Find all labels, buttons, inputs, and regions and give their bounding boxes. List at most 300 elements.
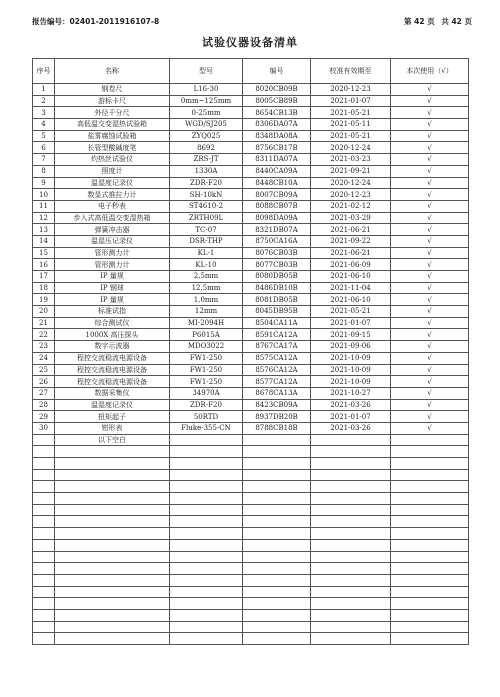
empty-cell: [170, 493, 243, 505]
cell-model: 0-25mm: [170, 107, 243, 119]
cell-model: SH-10kN: [170, 189, 243, 201]
empty-cell: [170, 469, 243, 481]
cell-model: 34970A: [170, 387, 243, 399]
cell-number: 8348DA08A: [243, 130, 311, 142]
cell-name: 电子秒表: [55, 200, 170, 212]
cell-number: 8937DB20B: [243, 411, 311, 423]
cell-model: FW1-250: [170, 376, 243, 388]
cell-seq: 4: [33, 119, 55, 131]
empty-cell: [170, 598, 243, 610]
cell-seq: 9: [33, 177, 55, 189]
cell-expiry: 2021-06-21: [311, 247, 391, 259]
cell-expiry: 2021-10-27: [311, 387, 391, 399]
cell-seq: 7: [33, 154, 55, 166]
cell-expiry: 2021-06-21: [311, 224, 391, 236]
table-row: [33, 364, 469, 376]
cell-use: √: [391, 376, 469, 388]
empty-cell: [55, 633, 170, 645]
empty-cell: [311, 539, 391, 551]
empty-cell: [170, 621, 243, 633]
cell-use: [391, 434, 469, 446]
empty-cell: [311, 516, 391, 528]
empty-cell: [311, 481, 391, 493]
cell-model: Fluke-355-CN: [170, 422, 243, 434]
empty-cell: [311, 609, 391, 621]
cell-seq: 16: [33, 259, 55, 271]
cell-use: √: [391, 259, 469, 271]
empty-cell: [311, 551, 391, 563]
cell-seq: 1: [33, 84, 55, 96]
cell-use: √: [391, 399, 469, 411]
cell-name: 游标卡尺: [55, 95, 170, 107]
empty-cell: [391, 469, 469, 481]
cell-model: L16-30: [170, 84, 243, 96]
cell-number: 8306DA07A: [243, 119, 311, 131]
table-header-row: [33, 59, 469, 84]
empty-cell: [391, 446, 469, 458]
table-row: [33, 200, 469, 212]
cell-use: √: [391, 411, 469, 423]
cell-number: 8088CB07B: [243, 200, 311, 212]
cell-number: 8311DA07A: [243, 154, 311, 166]
empty-cell: [391, 504, 469, 516]
empty-cell: [170, 446, 243, 458]
cell-use: √: [391, 177, 469, 189]
cell-number: 8576CA12A: [243, 364, 311, 376]
cell-expiry: 2021-03-26: [311, 399, 391, 411]
cell-seq: 24: [33, 352, 55, 364]
cell-name: 以下空白: [55, 434, 170, 446]
empty-cell: [170, 633, 243, 645]
table-row: [33, 95, 469, 107]
cell-seq: 20: [33, 306, 55, 318]
cell-model: KL-10: [170, 259, 243, 271]
cell-model: 1330A: [170, 165, 243, 177]
cell-number: 8504CA11A: [243, 317, 311, 329]
empty-cell: [243, 586, 311, 598]
cell-name: 标准试指: [55, 306, 170, 318]
column-header-name: 名称: [55, 59, 170, 84]
empty-cell: [391, 563, 469, 575]
page-total: 共 42 页: [441, 16, 472, 26]
column-header-seq: 序号: [33, 59, 55, 84]
empty-cell: [33, 551, 55, 563]
cell-expiry: 2021-05-11: [311, 119, 391, 131]
column-header-use: 本次使用（√）: [391, 59, 469, 84]
cell-number: 8081DB05B: [243, 294, 311, 306]
empty-cell: [170, 516, 243, 528]
empty-cell: [243, 458, 311, 470]
cell-expiry: [311, 434, 391, 446]
page-indicator: [400, 16, 472, 27]
cell-expiry: 2021-11-04: [311, 282, 391, 294]
cell-seq: 30: [33, 422, 55, 434]
cell-model: 8692: [170, 142, 243, 154]
equipment-table: [32, 58, 469, 645]
cell-name: 灼热丝试验仪: [55, 154, 170, 166]
empty-row: [33, 493, 469, 505]
empty-row: [33, 539, 469, 551]
empty-cell: [55, 621, 170, 633]
empty-cell: [243, 574, 311, 586]
cell-use: √: [391, 235, 469, 247]
table-row: [33, 119, 469, 131]
cell-seq: 17: [33, 271, 55, 283]
empty-cell: [33, 633, 55, 645]
empty-cell: [243, 563, 311, 575]
cell-name: 程控交流稳流电源设备: [55, 376, 170, 388]
cell-seq: 22: [33, 329, 55, 341]
empty-cell: [311, 469, 391, 481]
cell-name: IP 量规: [55, 271, 170, 283]
empty-cell: [243, 493, 311, 505]
empty-cell: [33, 504, 55, 516]
cell-seq: 25: [33, 364, 55, 376]
empty-cell: [311, 586, 391, 598]
cell-number: 8423CB09A: [243, 399, 311, 411]
cell-number: 8440CA09A: [243, 165, 311, 177]
cell-use: √: [391, 95, 469, 107]
cell-expiry: 2021-10-09: [311, 376, 391, 388]
cell-use: √: [391, 247, 469, 259]
empty-cell: [55, 598, 170, 610]
empty-cell: [391, 586, 469, 598]
empty-cell: [33, 539, 55, 551]
empty-cell: [243, 598, 311, 610]
cell-name: 长管型酸碱度笔: [55, 142, 170, 154]
empty-cell: [55, 446, 170, 458]
empty-cell: [391, 528, 469, 540]
cell-number: 8767CA17A: [243, 341, 311, 353]
empty-cell: [33, 598, 55, 610]
cell-expiry: 2021-09-06: [311, 341, 391, 353]
empty-cell: [391, 551, 469, 563]
cell-expiry: 2020-12-24: [311, 177, 391, 189]
cell-use: √: [391, 329, 469, 341]
cell-expiry: 2021-09-15: [311, 329, 391, 341]
empty-cell: [311, 598, 391, 610]
cell-expiry: 2020-12-23: [311, 84, 391, 96]
cell-seq: [33, 434, 55, 446]
cell-expiry: 2021-05-21: [311, 306, 391, 318]
empty-cell: [55, 458, 170, 470]
empty-cell: [311, 528, 391, 540]
empty-cell: [33, 586, 55, 598]
cell-use: √: [391, 189, 469, 201]
empty-cell: [33, 481, 55, 493]
cell-number: 8020CB09B: [243, 84, 311, 96]
cell-expiry: 2020-12-23: [311, 189, 391, 201]
cell-name: 照度计: [55, 165, 170, 177]
cell-use: √: [391, 200, 469, 212]
cell-name: 钳形表: [55, 422, 170, 434]
table-row: [33, 434, 469, 446]
column-header-model: 型号: [170, 59, 243, 84]
cell-name: 盐雾腐蚀试验箱: [55, 130, 170, 142]
cell-use: √: [391, 317, 469, 329]
cell-name: 高低温交变湿热试验箱: [55, 119, 170, 131]
cell-model: FW1-250: [170, 364, 243, 376]
table-row: [33, 165, 469, 177]
empty-cell: [170, 504, 243, 516]
empty-row: [33, 458, 469, 470]
cell-seq: 6: [33, 142, 55, 154]
cell-number: 8756CB17B: [243, 142, 311, 154]
table-row: [33, 341, 469, 353]
cell-model: WGD/SJ205: [170, 119, 243, 131]
cell-expiry: 2021-06-10: [311, 271, 391, 283]
cell-number: 8045DB95B: [243, 306, 311, 318]
empty-cell: [391, 621, 469, 633]
cell-model: 0mm~125mm: [170, 95, 243, 107]
empty-cell: [55, 551, 170, 563]
page-number: 第 42 页: [404, 16, 435, 26]
cell-model: P6015A: [170, 329, 243, 341]
cell-name: 程控交流稳流电源设备: [55, 352, 170, 364]
cell-name: 管形测力计: [55, 247, 170, 259]
cell-name: 外径千分尺: [55, 107, 170, 119]
cell-expiry: 2021-06-10: [311, 294, 391, 306]
cell-use: √: [391, 84, 469, 96]
cell-expiry: 2021-10-09: [311, 364, 391, 376]
empty-cell: [243, 516, 311, 528]
cell-model: DSR-THP: [170, 235, 243, 247]
cell-model: 1.0mm: [170, 294, 243, 306]
cell-seq: 2: [33, 95, 55, 107]
cell-name: 1000X 高压探头: [55, 329, 170, 341]
empty-cell: [311, 493, 391, 505]
table-row: [33, 189, 469, 201]
empty-cell: [55, 528, 170, 540]
empty-cell: [55, 609, 170, 621]
empty-cell: [391, 609, 469, 621]
column-header-expiry: 校准有效期至: [311, 59, 391, 84]
cell-model: ZRS-JT: [170, 154, 243, 166]
table-row: [33, 271, 469, 283]
cell-number: 8098DA09A: [243, 212, 311, 224]
table-row: [33, 224, 469, 236]
cell-seq: 28: [33, 399, 55, 411]
cell-expiry: 2021-01-07: [311, 411, 391, 423]
empty-cell: [243, 469, 311, 481]
empty-cell: [391, 458, 469, 470]
empty-cell: [243, 446, 311, 458]
cell-seq: 10: [33, 189, 55, 201]
table-row: [33, 352, 469, 364]
cell-use: √: [391, 130, 469, 142]
empty-cell: [55, 504, 170, 516]
cell-expiry: 2021-03-29: [311, 212, 391, 224]
cell-model: ST4610-2: [170, 200, 243, 212]
cell-model: [170, 434, 243, 446]
report-header: [32, 14, 472, 28]
cell-name: 扭矩起子: [55, 411, 170, 423]
empty-cell: [391, 574, 469, 586]
empty-cell: [55, 481, 170, 493]
empty-row: [33, 516, 469, 528]
empty-cell: [33, 493, 55, 505]
cell-use: √: [391, 119, 469, 131]
empty-cell: [391, 539, 469, 551]
cell-number: 8077CB03B: [243, 259, 311, 271]
cell-number: 8788CB18B: [243, 422, 311, 434]
cell-model: ZDR-F20: [170, 399, 243, 411]
cell-expiry: 2021-01-07: [311, 95, 391, 107]
empty-cell: [170, 551, 243, 563]
empty-cell: [243, 551, 311, 563]
empty-cell: [170, 563, 243, 575]
empty-row: [33, 586, 469, 598]
cell-seq: 12: [33, 212, 55, 224]
cell-number: 8007CB09A: [243, 189, 311, 201]
cell-model: MDO3022: [170, 341, 243, 353]
cell-number: 8448CB10A: [243, 177, 311, 189]
cell-number: [243, 434, 311, 446]
cell-number: 8005CB89B: [243, 95, 311, 107]
empty-cell: [311, 504, 391, 516]
empty-row: [33, 621, 469, 633]
cell-seq: 27: [33, 387, 55, 399]
empty-cell: [55, 539, 170, 551]
empty-cell: [55, 574, 170, 586]
cell-model: TC-07: [170, 224, 243, 236]
cell-seq: 18: [33, 282, 55, 294]
cell-number: 8080DB05B: [243, 271, 311, 283]
cell-name: IP 量规: [55, 294, 170, 306]
empty-cell: [170, 574, 243, 586]
cell-number: 8750CA16A: [243, 235, 311, 247]
cell-name: 步入式高低温交变湿热箱: [55, 212, 170, 224]
cell-seq: 26: [33, 376, 55, 388]
empty-cell: [311, 446, 391, 458]
cell-model: ZRTH09L: [170, 212, 243, 224]
empty-cell: [170, 481, 243, 493]
table-row: [33, 422, 469, 434]
empty-cell: [243, 504, 311, 516]
empty-cell: [170, 458, 243, 470]
empty-cell: [391, 493, 469, 505]
table-row: [33, 247, 469, 259]
cell-name: 数字示波器: [55, 341, 170, 353]
cell-name: 管形测力计: [55, 259, 170, 271]
empty-row: [33, 574, 469, 586]
table-body: [33, 84, 469, 645]
cell-seq: 19: [33, 294, 55, 306]
cell-expiry: 2021-03-23: [311, 154, 391, 166]
cell-use: √: [391, 165, 469, 177]
empty-cell: [33, 621, 55, 633]
cell-model: 50RTD: [170, 411, 243, 423]
table-row: [33, 142, 469, 154]
cell-expiry: 2021-05-21: [311, 130, 391, 142]
cell-model: ZYQ025: [170, 130, 243, 142]
table-row: [33, 177, 469, 189]
cell-number: 8591CA12A: [243, 329, 311, 341]
report-number: 报告编号：02401-2011916107-8: [32, 16, 160, 26]
cell-name: 温湿度记录仪: [55, 177, 170, 189]
cell-seq: 3: [33, 107, 55, 119]
cell-use: √: [391, 364, 469, 376]
cell-number: 8678CA13A: [243, 387, 311, 399]
cell-name: 程控交流稳流电源设备: [55, 364, 170, 376]
empty-cell: [33, 458, 55, 470]
empty-cell: [243, 528, 311, 540]
cell-name: 数显式推拉力计: [55, 189, 170, 201]
empty-cell: [243, 621, 311, 633]
cell-expiry: 2021-01-07: [311, 317, 391, 329]
empty-cell: [55, 586, 170, 598]
cell-expiry: 2021-05-21: [311, 107, 391, 119]
table-row: [33, 154, 469, 166]
table-row: [33, 259, 469, 271]
empty-cell: [33, 469, 55, 481]
empty-cell: [33, 609, 55, 621]
cell-model: 2.5mm: [170, 271, 243, 283]
empty-cell: [33, 516, 55, 528]
cell-expiry: 2021-09-22: [311, 235, 391, 247]
empty-cell: [391, 516, 469, 528]
empty-cell: [311, 563, 391, 575]
empty-cell: [55, 469, 170, 481]
cell-use: √: [391, 352, 469, 364]
empty-cell: [243, 539, 311, 551]
empty-cell: [391, 598, 469, 610]
cell-model: 12.5mm: [170, 282, 243, 294]
cell-number: 8654CB13B: [243, 107, 311, 119]
table-row: [33, 84, 469, 96]
table-row: [33, 387, 469, 399]
cell-seq: 5: [33, 130, 55, 142]
empty-row: [33, 504, 469, 516]
empty-row: [33, 469, 469, 481]
cell-use: √: [391, 154, 469, 166]
empty-cell: [311, 633, 391, 645]
table-row: [33, 282, 469, 294]
empty-cell: [391, 481, 469, 493]
cell-expiry: 2021-10-09: [311, 352, 391, 364]
cell-expiry: 2021-03-26: [311, 422, 391, 434]
cell-use: √: [391, 387, 469, 399]
cell-use: √: [391, 341, 469, 353]
table-row: [33, 107, 469, 119]
table-row: [33, 399, 469, 411]
cell-number: 8575CA12A: [243, 352, 311, 364]
empty-row: [33, 446, 469, 458]
cell-name: 数据采集仪: [55, 387, 170, 399]
empty-cell: [33, 528, 55, 540]
cell-expiry: 2021-06-09: [311, 259, 391, 271]
empty-row: [33, 528, 469, 540]
cell-number: 8321DB07A: [243, 224, 311, 236]
cell-name: IP 钢球: [55, 282, 170, 294]
empty-cell: [170, 539, 243, 551]
empty-row: [33, 563, 469, 575]
cell-model: ZDR-F20: [170, 177, 243, 189]
cell-model: KL-1: [170, 247, 243, 259]
empty-cell: [55, 563, 170, 575]
page-title: 试验仪器设备清单: [202, 36, 298, 49]
cell-expiry: 2021-09-21: [311, 165, 391, 177]
cell-seq: 13: [33, 224, 55, 236]
cell-name: 弹簧冲击器: [55, 224, 170, 236]
empty-row: [33, 633, 469, 645]
empty-row: [33, 551, 469, 563]
cell-number: 8076CB03B: [243, 247, 311, 259]
cell-number: 8577CA12A: [243, 376, 311, 388]
empty-row: [33, 598, 469, 610]
cell-seq: 14: [33, 235, 55, 247]
cell-model: 12mm: [170, 306, 243, 318]
